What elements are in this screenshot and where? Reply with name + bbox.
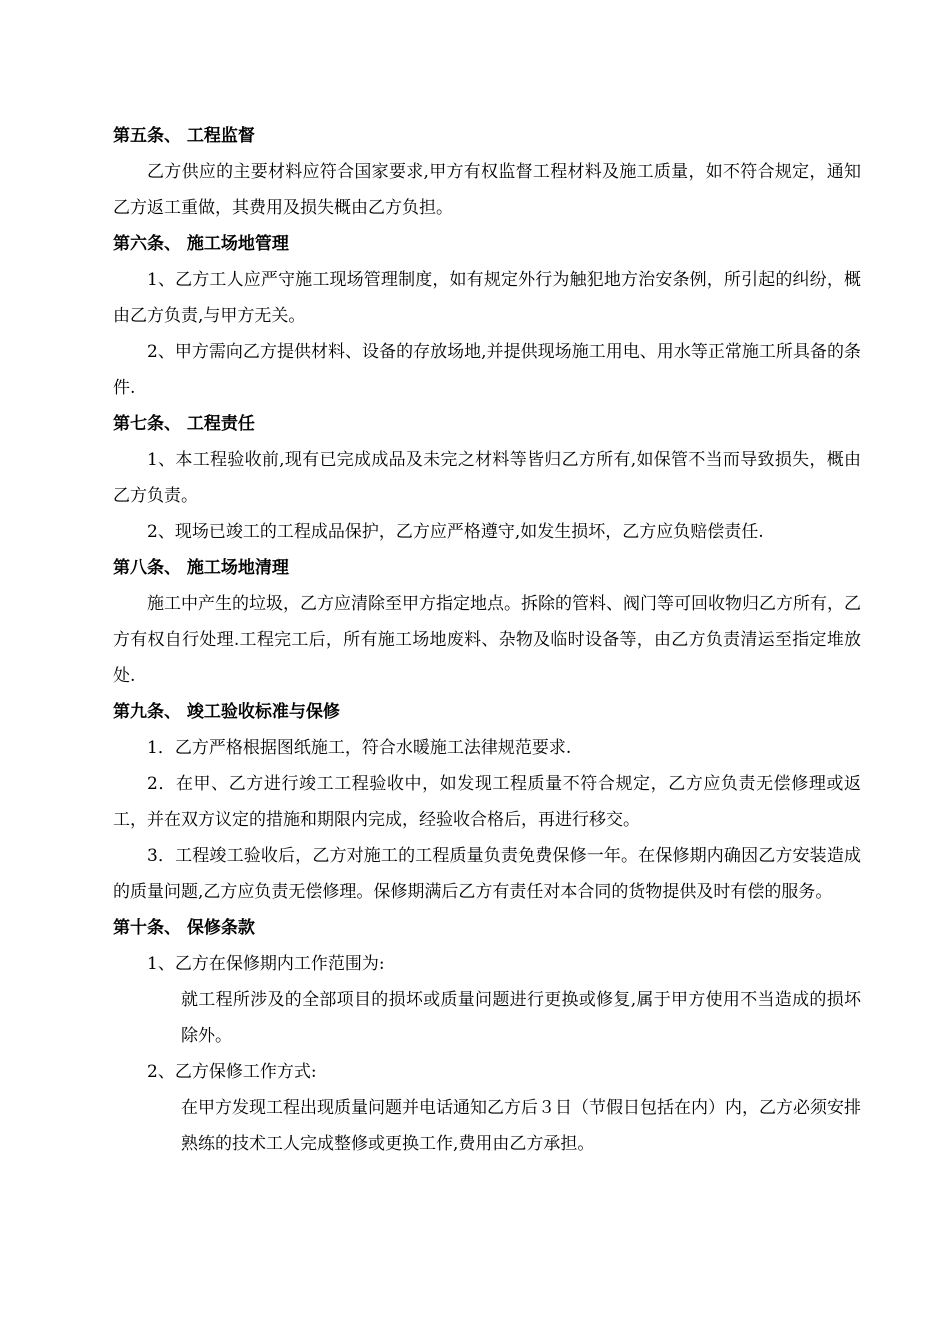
section-9-clause-2: 2．在甲、乙方进行竣工工程验收中，如发现工程质量不符合规定，乙方应负责无偿修理或返工，并在双方议定的措施和期限内完成，经验收合格后，再进行移交。: [113, 774, 861, 830]
section-10-item-1-label: 1、乙方在保修期内工作范围为:: [147, 954, 385, 974]
section-9-heading: 第九条、 竣工验收标准与保修: [113, 702, 340, 722]
document-body: [113, 118, 861, 1162]
section-7-heading: 第七条、 工程责任: [113, 414, 255, 434]
section-10-item-2-text: 在甲方发现工程出现质量问题并电话通知乙方后３日（节假日包括在内）内，乙方必须安排熟练的技术工人完成整修或更换工作,费用由乙方承担。: [181, 1098, 861, 1154]
section-10-heading: 第十条、 保修条款: [113, 918, 255, 938]
section-7-clause-1: 1、本工程验收前,现有已完成成品及未完之材料等皆归乙方所有,如保管不当而导致损失，概由乙方负责。: [113, 450, 861, 506]
section-5-heading: 第五条、 工程监督: [113, 126, 255, 146]
section-9-clause-1: 1．乙方严格根据图纸施工，符合水暖施工法律规范要求.: [147, 738, 572, 758]
section-6-clause-1: 1、乙方工人应严守施工现场管理制度，如有规定外行为触犯地方治安条例，所引起的纠纷，概由乙方负责,与甲方无关。: [113, 270, 861, 326]
section-6-heading: 第六条、 施工场地管理: [113, 234, 289, 254]
section-8-paragraph: 施工中产生的垃圾，乙方应清除至甲方指定地点。拆除的管料、阀门等可回收物归乙方所有，乙方有权自行处理.工程完工后，所有施工场地废料、杂物及临时设备等，由乙方负责清运至指定堆放处.: [113, 594, 861, 686]
section-8-heading: 第八条、 施工场地清理: [113, 558, 289, 578]
section-9-clause-3: 3．工程竣工验收后，乙方对施工的工程质量负责免费保修一年。在保修期内确因乙方安装造成的质量问题,乙方应负责无偿修理。保修期满后乙方有责任对本合同的货物提供及时有偿的服务。: [113, 846, 861, 902]
section-5-paragraph: 乙方供应的主要材料应符合国家要求,甲方有权监督工程材料及施工质量，如不符合规定，通知乙方返工重做，其费用及损失概由乙方负担。: [113, 162, 861, 218]
section-7-clause-2: 2、现场已竣工的工程成品保护，乙方应严格遵守,如发生损坏，乙方应负赔偿责任.: [147, 522, 764, 542]
section-10-item-1-text: 就工程所涉及的全部项目的损坏或质量问题进行更换或修复,属于甲方使用不当造成的损坏除外。: [181, 990, 861, 1046]
section-6-clause-2: 2、甲方需向乙方提供材料、设备的存放场地,并提供现场施工用电、用水等正常施工所具备的条件.: [113, 342, 861, 398]
section-10-item-2-label: 2、乙方保修工作方式:: [147, 1062, 317, 1082]
